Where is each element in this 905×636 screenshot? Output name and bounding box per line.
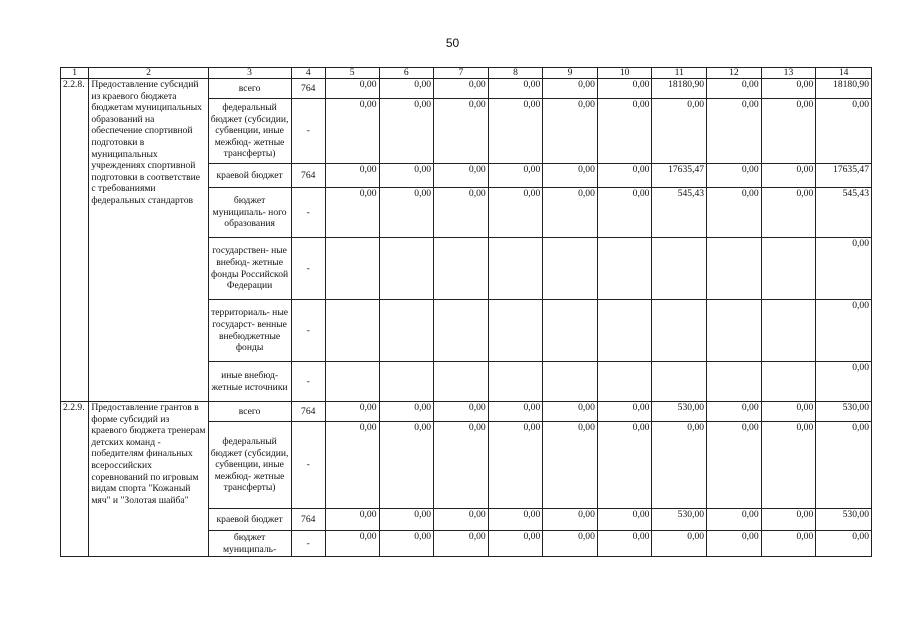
value-cell: 0,00 <box>434 188 489 238</box>
value-cell: 0,00 <box>707 164 762 188</box>
value-cell: 0,00 <box>816 238 872 300</box>
value-cell: 0,00 <box>434 99 489 164</box>
column-header: 4 <box>291 68 325 79</box>
value-cell <box>597 300 652 362</box>
value-cell: 0,00 <box>488 422 543 509</box>
value-cell <box>379 300 434 362</box>
value-cell: 0,00 <box>761 422 816 509</box>
value-cell: 0,00 <box>325 531 379 557</box>
value-cell <box>488 238 543 300</box>
value-cell: 0,00 <box>325 99 379 164</box>
value-cell: 0,00 <box>379 402 434 422</box>
section-name: Предоставление грантов в форме субсидий из краевого бюджета тренерам детских команд - победителям финальных всероссийских соревнований по игровым видам спорта "Кожаный мяч" и "Золотая шайба" <box>89 402 208 557</box>
value-cell: 0,00 <box>761 531 816 557</box>
value-cell: 0,00 <box>434 79 489 99</box>
value-cell <box>597 362 652 402</box>
value-cell <box>379 238 434 300</box>
value-cell <box>652 300 707 362</box>
value-cell: 0,00 <box>325 188 379 238</box>
value-cell: 0,00 <box>816 362 872 402</box>
value-cell <box>325 300 379 362</box>
value-cell: 0,00 <box>597 402 652 422</box>
value-cell: 0,00 <box>434 422 489 509</box>
value-cell: 0,00 <box>434 402 489 422</box>
value-cell: 0,00 <box>597 531 652 557</box>
value-cell: 0,00 <box>325 509 379 531</box>
value-cell: 0,00 <box>543 531 598 557</box>
value-cell: 0,00 <box>488 79 543 99</box>
column-header: 7 <box>434 68 489 79</box>
value-cell <box>761 238 816 300</box>
column-header: 8 <box>488 68 543 79</box>
value-cell: 0,00 <box>325 402 379 422</box>
funding-source: всего <box>208 402 291 422</box>
value-cell: 0,00 <box>761 188 816 238</box>
funding-source: иные внебюд- жетные источники <box>208 362 291 402</box>
value-cell: 0,00 <box>543 79 598 99</box>
column-header: 1 <box>61 68 89 79</box>
column-number-row <box>61 68 872 79</box>
admin-code: - <box>291 188 325 238</box>
value-cell: 0,00 <box>761 99 816 164</box>
value-cell <box>761 300 816 362</box>
admin-code: 764 <box>291 164 325 188</box>
admin-code: 764 <box>291 509 325 531</box>
value-cell: 530,00 <box>652 402 707 422</box>
column-header: 12 <box>707 68 762 79</box>
value-cell <box>325 238 379 300</box>
value-cell: 0,00 <box>761 79 816 99</box>
value-cell: 0,00 <box>434 531 489 557</box>
value-cell: 0,00 <box>543 188 598 238</box>
table-row <box>61 79 872 99</box>
value-cell: 0,00 <box>707 188 762 238</box>
value-cell: 0,00 <box>325 422 379 509</box>
value-cell: 0,00 <box>816 300 872 362</box>
value-cell: 0,00 <box>434 164 489 188</box>
value-cell: 0,00 <box>597 422 652 509</box>
value-cell: 530,00 <box>816 402 872 422</box>
value-cell: 18180,90 <box>652 79 707 99</box>
value-cell: 0,00 <box>379 79 434 99</box>
section-name: Предоставление субсидий из краевого бюджета бюджетам муниципальных образований на обеспечение спортивной подготовки в муниципальных учреждениях спортивной подготовки в соответствие с требованиями федеральных стандартов <box>89 79 208 402</box>
value-cell: 0,00 <box>597 79 652 99</box>
value-cell <box>379 362 434 402</box>
value-cell: 0,00 <box>816 531 872 557</box>
funding-source: краевой бюджет <box>208 509 291 531</box>
budget-table <box>60 67 872 557</box>
admin-code: - <box>291 422 325 509</box>
admin-code: - <box>291 99 325 164</box>
value-cell: 0,00 <box>707 531 762 557</box>
admin-code: - <box>291 300 325 362</box>
value-cell <box>597 238 652 300</box>
value-cell <box>543 238 598 300</box>
value-cell: 0,00 <box>543 402 598 422</box>
value-cell <box>434 362 489 402</box>
value-cell: 0,00 <box>488 188 543 238</box>
value-cell: 18180,90 <box>816 79 872 99</box>
value-cell: 0,00 <box>543 509 598 531</box>
value-cell: 0,00 <box>379 509 434 531</box>
funding-source: краевой бюджет <box>208 164 291 188</box>
value-cell: 0,00 <box>543 164 598 188</box>
funding-source: территориаль- ные государст- венные внебюджетные фонды <box>208 300 291 362</box>
value-cell: 0,00 <box>597 509 652 531</box>
value-cell <box>488 300 543 362</box>
value-cell: 17635,47 <box>652 164 707 188</box>
value-cell: 0,00 <box>379 99 434 164</box>
value-cell: 0,00 <box>597 188 652 238</box>
value-cell: 0,00 <box>488 402 543 422</box>
table-row <box>61 402 872 422</box>
value-cell: 0,00 <box>325 79 379 99</box>
value-cell: 545,43 <box>816 188 872 238</box>
value-cell: 0,00 <box>707 509 762 531</box>
admin-code: - <box>291 238 325 300</box>
value-cell <box>543 362 598 402</box>
column-header: 6 <box>379 68 434 79</box>
value-cell <box>325 362 379 402</box>
admin-code: 764 <box>291 402 325 422</box>
column-header: 5 <box>325 68 379 79</box>
value-cell: 0,00 <box>761 509 816 531</box>
value-cell: 0,00 <box>816 422 872 509</box>
value-cell: 0,00 <box>488 509 543 531</box>
value-cell: 17635,47 <box>816 164 872 188</box>
admin-code: 764 <box>291 79 325 99</box>
value-cell: 0,00 <box>597 164 652 188</box>
value-cell: 0,00 <box>543 99 598 164</box>
value-cell: 0,00 <box>761 402 816 422</box>
value-cell <box>488 362 543 402</box>
value-cell <box>761 362 816 402</box>
value-cell: 0,00 <box>543 422 598 509</box>
funding-source: федеральный бюджет (субсидии, субвенции, иные межбюд- жетные трансферты) <box>208 422 291 509</box>
value-cell: 0,00 <box>379 164 434 188</box>
value-cell <box>434 300 489 362</box>
section-code: 2.2.8. <box>61 79 89 402</box>
column-header: 11 <box>652 68 707 79</box>
value-cell: 0,00 <box>652 422 707 509</box>
value-cell <box>543 300 598 362</box>
column-header: 10 <box>597 68 652 79</box>
value-cell: 0,00 <box>597 99 652 164</box>
value-cell: 0,00 <box>816 99 872 164</box>
value-cell: 0,00 <box>379 188 434 238</box>
funding-source: государствен- ные внебюд- жетные фонды Российской Федерации <box>208 238 291 300</box>
value-cell: 0,00 <box>379 422 434 509</box>
value-cell: 0,00 <box>707 99 762 164</box>
page-number: 50 <box>445 36 460 50</box>
funding-source: федеральный бюджет (субсидии, субвенции, иные межбюд- жетные трансферты) <box>208 99 291 164</box>
value-cell: 0,00 <box>761 164 816 188</box>
value-cell: 0,00 <box>652 531 707 557</box>
column-header: 13 <box>761 68 816 79</box>
admin-code: - <box>291 362 325 402</box>
value-cell: 530,00 <box>816 509 872 531</box>
value-cell: 0,00 <box>707 422 762 509</box>
value-cell: 530,00 <box>652 509 707 531</box>
column-header: 9 <box>543 68 598 79</box>
value-cell: 0,00 <box>434 509 489 531</box>
funding-source: всего <box>208 79 291 99</box>
column-header: 2 <box>89 68 208 79</box>
value-cell: 0,00 <box>488 164 543 188</box>
column-header: 14 <box>816 68 872 79</box>
value-cell <box>707 300 762 362</box>
value-cell: 0,00 <box>652 99 707 164</box>
value-cell: 0,00 <box>707 402 762 422</box>
value-cell: 0,00 <box>488 99 543 164</box>
value-cell: 0,00 <box>707 79 762 99</box>
value-cell: 0,00 <box>325 164 379 188</box>
value-cell <box>707 362 762 402</box>
value-cell <box>652 238 707 300</box>
column-header: 3 <box>208 68 291 79</box>
admin-code: - <box>291 531 325 557</box>
value-cell: 0,00 <box>379 531 434 557</box>
funding-source: бюджет муниципаль- ного образования <box>208 188 291 238</box>
value-cell: 545,43 <box>652 188 707 238</box>
funding-source: бюджет муниципаль- <box>208 531 291 557</box>
value-cell <box>434 238 489 300</box>
value-cell: 0,00 <box>488 531 543 557</box>
value-cell <box>652 362 707 402</box>
value-cell <box>707 238 762 300</box>
section-code: 2.2.9. <box>61 402 89 557</box>
